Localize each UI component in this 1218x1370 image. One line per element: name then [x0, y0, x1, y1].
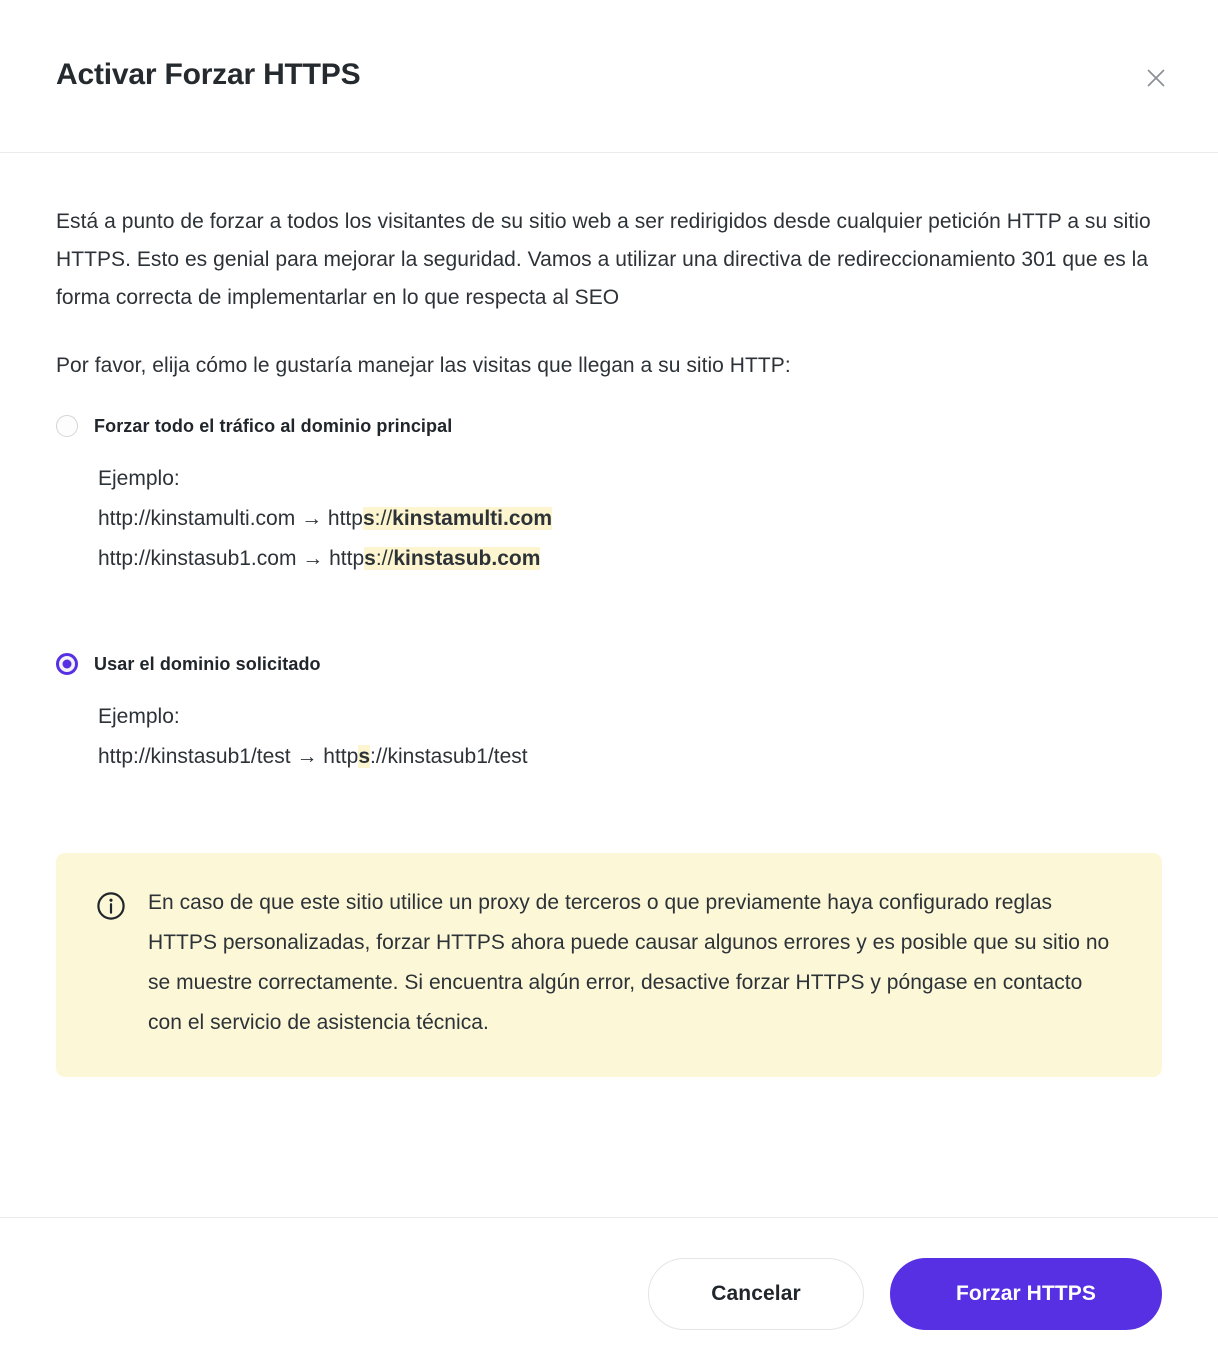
example-prefix: http://kinstasub1.com → http: [98, 547, 365, 570]
example-separator: ://: [374, 507, 393, 530]
cancel-button[interactable]: Cancelar: [648, 1258, 864, 1330]
page-title: Activar Forzar HTTPS: [56, 58, 361, 91]
force-https-button[interactable]: Forzar HTTPS: [890, 1258, 1162, 1330]
close-button[interactable]: [1136, 58, 1176, 98]
example-separator: ://: [375, 547, 394, 570]
radio-option-use-requested-domain[interactable]: [56, 651, 1162, 677]
example-line: [98, 499, 1162, 539]
option-group-force-main-domain: [56, 413, 1162, 579]
example-highlight-domain: kinstamulti.com: [392, 507, 553, 530]
radio-option-force-main-domain[interactable]: [56, 413, 1162, 439]
example-block-use-requested-domain: [98, 697, 1162, 777]
radio-label-force-main-domain: Forzar todo el tráfico al dominio principal: [94, 416, 453, 436]
example-highlight-s: s: [358, 745, 370, 768]
option-spacer: [56, 579, 1162, 623]
example-highlight-s: s: [362, 507, 375, 530]
warning-notice-text: En caso de que este sitio utilice un proxy de terceros o que previamente haya configurado reglas HTTPS personalizadas, forzar HTTPS ahora puede causar algunos errores y es posible que su sitio no se muestre correctamente. Si encuentra algún error, desactive forzar HTTPS y póngase en contacto con el servicio de asistencia técnica.: [148, 891, 1110, 1034]
example-separator: ://kinstasub1/test: [370, 745, 528, 768]
example-label: Ejemplo:: [98, 467, 180, 490]
example-highlight-s: s: [364, 547, 376, 570]
example-label: Ejemplo:: [98, 705, 180, 728]
example-prefix: http://kinstasub1/test → http: [98, 745, 359, 768]
example-line: [98, 539, 1162, 579]
modal-header: [0, 0, 1218, 153]
example-block-force-main-domain: [98, 459, 1162, 579]
example-highlight-domain: kinstasub.com: [393, 547, 541, 570]
radio-icon-unselected[interactable]: [56, 415, 78, 437]
example-line: [98, 737, 1162, 777]
intro-paragraph: Está a punto de forzar a todos los visitantes de su sitio web a ser redirigidos desde cualquier petición HTTP a su sitio HTTPS. Esto es genial para mejorar la seguridad. Vamos a utilizar una directiva de redireccionamiento 301 que es la forma correcta de implementarlar en lo que respecta al SEO: [56, 210, 1151, 309]
modal-footer: [0, 1217, 1218, 1370]
example-prefix: http://kinstamulti.com → http: [98, 507, 363, 530]
radio-icon-selected[interactable]: [56, 653, 78, 675]
radio-label-use-requested-domain: Usar el dominio solicitado: [94, 654, 321, 674]
option-group-use-requested-domain: [56, 651, 1162, 777]
info-circle-icon: [96, 891, 126, 926]
choose-option-prompt: Por favor, elija cómo le gustaría manejar las visitas que llegan a su sitio HTTP:: [56, 354, 791, 377]
modal-body: [0, 153, 1218, 1217]
close-icon: [1144, 66, 1168, 90]
warning-notice: [56, 853, 1162, 1077]
